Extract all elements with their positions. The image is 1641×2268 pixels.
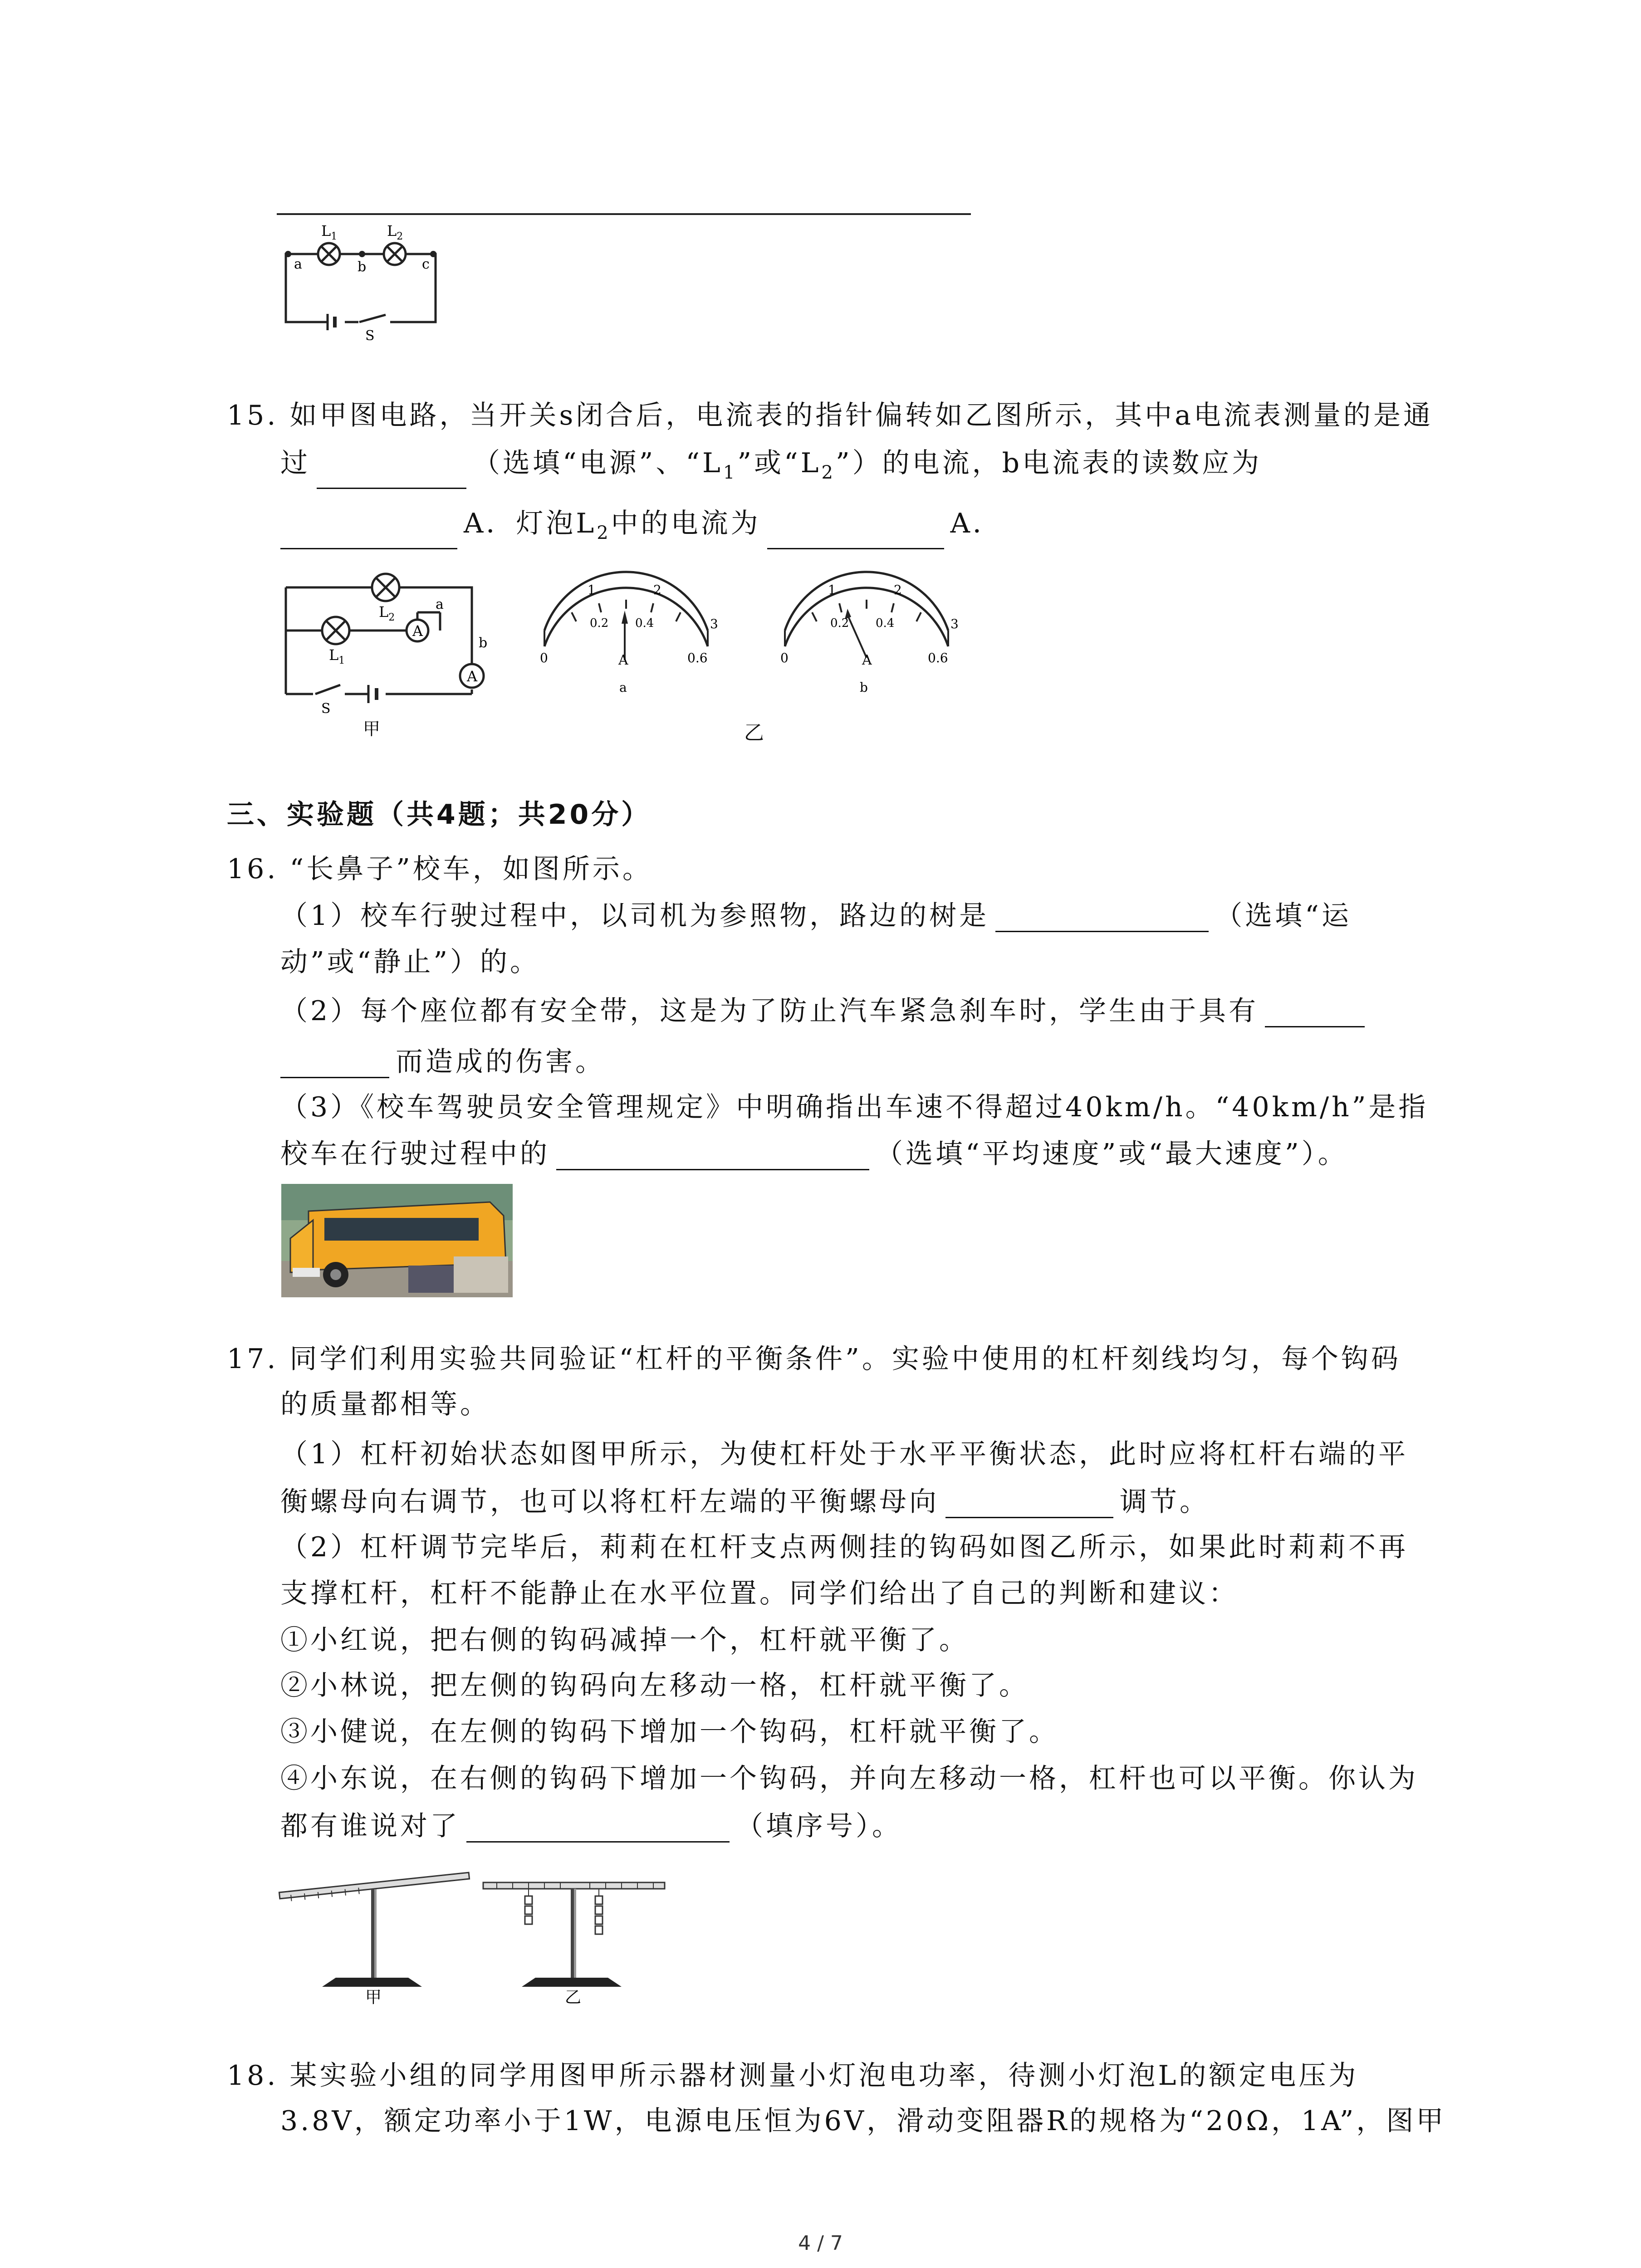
- lever-yi-label: 乙: [565, 1988, 582, 2005]
- q14-label-b: b: [358, 259, 367, 275]
- q17-option-1: ①小红说，把右侧的钩码减掉一个，杠杆就平衡了。: [280, 1624, 969, 1656]
- q14-label-L1: $L_1$: [321, 222, 338, 242]
- q17-text: 衡螺母向右调节，也可以将杠杆左端的平衡螺母向: [280, 1486, 939, 1518]
- q17-line-11: [280, 1810, 902, 1843]
- q17-option-3: ③小健说，在左侧的钩码下增加一个钩码，杠杆就平衡了。: [280, 1716, 1059, 1748]
- q17-text: （填序号）。: [736, 1810, 902, 1842]
- meter-a-tick-0.4: 0.4: [635, 616, 654, 630]
- school-bus-photo: [281, 1184, 513, 1297]
- meter-a-tick-1: 1: [588, 582, 596, 597]
- meter-a-tick-2: 2: [653, 582, 661, 597]
- q15-ammeter-b-symbol: A: [467, 668, 478, 685]
- q15-meter-a-figure: [526, 567, 726, 703]
- q17-line-1: 17. 同学们利用实验共同验证“杠杆的平衡条件”。实验中使用的杠杆刻线均匀，每个钩码: [227, 1343, 1401, 1375]
- q17-blank-1[interactable]: [945, 1490, 1113, 1518]
- meter-b-tick-1: 1: [828, 582, 836, 597]
- section-3-heading: 三、实验题（共4题；共20分）: [227, 799, 652, 831]
- meter-b-tick-3: 3: [950, 616, 959, 631]
- q16-blank-1[interactable]: [995, 904, 1209, 932]
- q17-option-2: ②小林说，把左侧的钩码向左移动一格，杠杆就平衡了。: [280, 1670, 1029, 1701]
- meter-b-tick-0.4: 0.4: [876, 616, 895, 630]
- q16-part1: [280, 899, 1352, 932]
- meter-b-label: b: [860, 680, 868, 695]
- q14-label-L2: $L_2$: [387, 222, 403, 242]
- q14-label-S: S: [365, 328, 375, 340]
- q15-line-2: [280, 447, 1262, 489]
- q14-label-c: c: [422, 256, 430, 272]
- q17-option-4: ④小东说，在右侧的钩码下增加一个钩码，并向左移动一格，杠杆也可以平衡。你认为: [280, 1763, 1418, 1794]
- q17-blank-2[interactable]: [466, 1814, 730, 1843]
- q16-blank-2b[interactable]: [280, 1050, 389, 1078]
- q15-text: ”或“L: [737, 447, 822, 479]
- q15-text: 过: [280, 447, 310, 479]
- q17-line-4: [280, 1486, 1210, 1518]
- meter-a-label: a: [619, 680, 627, 695]
- q17-line-2: 的质量都相等。: [280, 1388, 490, 1420]
- meter-a-tick-3: 3: [710, 616, 718, 631]
- q15-subscript: 2: [821, 462, 836, 483]
- meter-b-tick-2: 2: [894, 582, 902, 597]
- q16-text: 校车在行驶过程中的: [280, 1138, 550, 1170]
- q17-text: 调节。: [1120, 1486, 1210, 1518]
- q15-label-L2: $L_2$: [379, 603, 395, 623]
- meter-a-tick-0.2: 0.2: [590, 616, 609, 630]
- q15-text: A．灯泡L: [464, 508, 597, 539]
- q15-text: （选填“电源”、“L: [473, 447, 723, 479]
- q16-part2-cont: [280, 1046, 605, 1078]
- q18-line-1: 18. 某实验小组的同学用图甲所示器材测量小灯泡电功率，待测小灯泡L的额定电压为: [227, 2060, 1359, 2092]
- q16-text: （2）每个座位都有安全带，这是为了防止汽车紧急刹车时，学生由于具有: [280, 995, 1259, 1027]
- q15-line-3: [280, 507, 1003, 549]
- lever-figure-yi: [481, 1864, 671, 2005]
- q16-text: （选填“平均速度”或“最大速度”）。: [876, 1138, 1348, 1170]
- q15-label-b: b: [479, 635, 488, 651]
- q15-label-jia: 甲: [363, 719, 381, 739]
- q16-stem: 16. “长鼻子”校车，如图所示。: [227, 853, 652, 885]
- q15-label-L1: $L_1$: [329, 646, 345, 666]
- meter-b-tick-0: 0: [780, 650, 789, 665]
- q17-line-6: 支撑杠杆，杠杆不能静止在水平位置。同学们给出了自己的判断和建议：: [280, 1578, 1239, 1609]
- q16-text: （选填“运: [1215, 900, 1352, 932]
- top-divider: [277, 213, 971, 215]
- q17-line-3: （1）杠杆初始状态如图甲所示，为使杠杆处于水平平衡状态，此时应将杠杆右端的平: [280, 1438, 1409, 1470]
- q15-label-a: a: [436, 596, 444, 612]
- q15-text: 中的电流为: [611, 508, 761, 539]
- q15-blank-3[interactable]: [767, 521, 944, 549]
- q16-part3-cont: [280, 1138, 1348, 1170]
- q15-text: A．: [950, 508, 1003, 539]
- q15-ammeter-a-symbol: A: [412, 622, 423, 640]
- q14-label-a: a: [294, 256, 302, 272]
- meter-b-tick-0.2: 0.2: [830, 616, 849, 630]
- q15-subscript: 1: [723, 462, 738, 483]
- q16-part2: [280, 995, 1371, 1027]
- q15-circuit-figure: [272, 553, 504, 744]
- q15-subscript: 2: [597, 523, 611, 543]
- q15-blank-2[interactable]: [280, 521, 457, 549]
- meter-a-unit: A: [618, 652, 628, 668]
- q16-blank-2a[interactable]: [1265, 999, 1365, 1027]
- q16-part3: （3）《校车驾驶员安全管理规定》中明确指出车速不得超过40km/h。“40km/h”是指: [280, 1091, 1429, 1123]
- lever-figure-jia: [277, 1864, 476, 2005]
- q18-line-2: 3.8V，额定功率小于1W，电源电压恒为6V，滑动变阻器R的规格为“20Ω，1A”，图甲: [280, 2105, 1446, 2137]
- q16-text: （1）校车行驶过程中，以司机为参照物，路边的树是: [280, 900, 989, 932]
- q17-text: 都有谁说对了: [280, 1810, 460, 1842]
- q15-blank-1[interactable]: [317, 460, 466, 489]
- q15-label-S: S: [321, 701, 331, 717]
- lever-jia-label: 甲: [365, 1988, 382, 2005]
- meter-b-tick-0.6: 0.6: [928, 650, 948, 665]
- page-number: 4 / 7: [798, 2232, 843, 2255]
- q15-text: ”）的电流，b电流表的读数应为: [835, 447, 1262, 479]
- q14-series-circuit-figure: [272, 218, 454, 340]
- q15-meter-b-figure: [767, 567, 966, 703]
- q15-label-yi: 乙: [744, 721, 767, 744]
- q16-part1-cont: 动”或“静止”）的。: [280, 946, 540, 978]
- meter-a-tick-0.6: 0.6: [687, 650, 708, 665]
- q16-text: 而造成的伤害。: [396, 1046, 605, 1078]
- q15-line-1: 15. 如甲图电路，当开关s闭合后，电流表的指针偏转如乙图所示，其中a电流表测量的是通: [227, 400, 1434, 431]
- meter-a-tick-0: 0: [540, 650, 548, 665]
- q17-line-5: （2）杠杆调节完毕后，莉莉在杠杆支点两侧挂的钩码如图乙所示，如果此时莉莉不再: [280, 1531, 1409, 1563]
- meter-b-unit: A: [862, 652, 872, 668]
- q16-blank-3[interactable]: [556, 1142, 869, 1170]
